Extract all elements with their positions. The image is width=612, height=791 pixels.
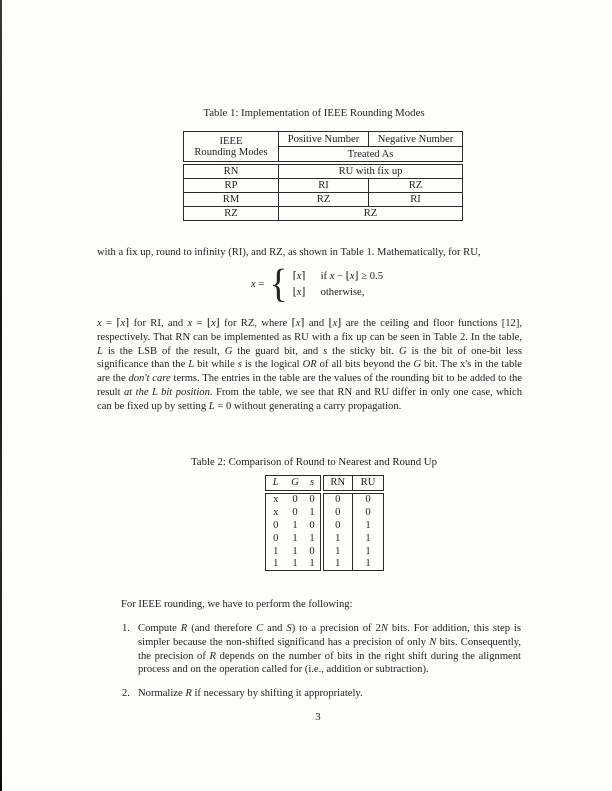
table2-cell: 1 — [353, 532, 384, 545]
list-item — [122, 687, 521, 701]
table2-cell: 0 — [353, 493, 384, 506]
table2-body — [265, 493, 384, 572]
table1-caption: Table 1: Implementation of IEEE Rounding Modes — [203, 107, 425, 119]
equation-inner — [251, 261, 383, 307]
table2-cell: 0 — [309, 494, 315, 506]
table-row — [184, 179, 463, 193]
table2-cell: 1 — [322, 557, 353, 570]
table2-cell: 1 — [309, 507, 315, 519]
table1-header-modes-cell — [184, 132, 279, 162]
table1-cell: RP — [184, 179, 279, 193]
table-row — [184, 165, 463, 179]
table2-cell: x — [273, 507, 279, 519]
table2-header-L: L — [272, 477, 279, 489]
table1-cell: RI — [279, 179, 369, 193]
table-row — [266, 532, 384, 545]
table2-cell: 0 — [322, 506, 353, 519]
table2-cell: 0 — [309, 519, 315, 531]
equation-case1-value: ⌈x⌉ — [292, 270, 306, 282]
table-row — [266, 476, 384, 491]
table2-cell: 1 — [353, 557, 384, 570]
list-item-text: Compute R (and therefore C and S) to a precision of 2N bits. For addition, this step is simpler because the non-shifted significand has a precision of only N bits. Consequently, the precision of R depends on the number of bits in the right shift during the alignment process and on the operation called for (i.e., addition or subtraction). — [138, 623, 521, 676]
table-row — [266, 519, 384, 532]
table2-cell: 0 — [353, 506, 384, 519]
table2-cell: 1 — [292, 532, 298, 544]
table1-header-negative: Negative Number — [369, 132, 463, 147]
table1-header — [183, 131, 463, 162]
list-item-text: Normalize R if necessary by shifting it appropriately. — [138, 688, 363, 699]
table1-header-line1: IEEE — [219, 135, 243, 147]
table2-cell: 1 — [292, 558, 298, 570]
table1-cell: RZ — [184, 207, 279, 221]
table1-cell: RN — [184, 165, 279, 179]
page-number: 3 — [315, 711, 321, 723]
left-brace-glyph: { — [269, 261, 288, 307]
table-row — [184, 193, 463, 207]
table2-header-G: G — [291, 477, 299, 489]
table2-header-RN: RN — [322, 476, 353, 491]
table2-cell: 1 — [273, 558, 279, 570]
table-row — [266, 545, 384, 558]
table1 — [183, 131, 463, 221]
table2-cell: 0 — [322, 519, 353, 532]
table2-cell: 1 — [322, 545, 353, 558]
table-row — [266, 493, 384, 506]
table2-cell: 1 — [273, 545, 279, 557]
equation-cases — [293, 269, 383, 300]
table2-cell: 1 — [292, 545, 298, 557]
table1-cell: RZ — [279, 193, 369, 207]
table1-header-treated-as: Treated As — [279, 147, 463, 162]
list-item — [122, 622, 521, 677]
table1-cell: RU with fix up — [279, 165, 463, 179]
paragraph-intro: with a fix up, round to infinity (RI), and RZ, as shown in Table 1. Mathematically, for RU, — [97, 247, 481, 258]
table2-header-s: s — [309, 477, 315, 489]
paragraph-main: x = ⌈x⌉ for RI, and x = ⌊x⌋ for RZ, where ⌈x⌉ and ⌊x⌋ are the ceiling and floor functions [12], respectively. That RN can be implemented as RU with a fix up can be seen in Table 2. In the table, L is the LSB of the result, G the guard bit, and s the sticky bit. G is the bit of one-bit less significance than the L bit while s is the logical OR of all bits beyond the G bit. The x's in the table are the don't care terms. The entries in the table are the values of the rounding bit to be added to the result at the L bit position. From the table, we see that RN and RU differ in only one case, which can be fixed up by setting L = 0 without generating a carry propagation. — [97, 318, 523, 412]
table2-cell: 0 — [273, 532, 279, 544]
table-row — [266, 557, 384, 570]
list-item-number: 1. — [122, 623, 130, 634]
table2-header-RU: RU — [353, 476, 384, 491]
list-item-number: 2. — [122, 688, 130, 699]
table2-cell: 1 — [353, 519, 384, 532]
table2-cell: 1 — [292, 519, 298, 531]
equation-case2-value: ⌊x⌋ — [292, 286, 306, 298]
table2-cell: 0 — [322, 493, 353, 506]
table-row — [266, 506, 384, 519]
equation-case1-condition: if x − ⌊x⌋ ≥ 0.5 — [320, 270, 383, 282]
table-row — [184, 132, 463, 147]
table2-caption: Table 2: Comparison of Round to Nearest and Round Up — [190, 456, 438, 468]
table1-cell: RZ — [279, 207, 463, 221]
table2-cell: 1 — [309, 558, 315, 570]
table1-cell: RI — [369, 193, 463, 207]
table-row — [184, 207, 463, 221]
table1-cell: RZ — [369, 179, 463, 193]
table2 — [265, 475, 384, 571]
table2-cell: 0 — [273, 519, 279, 531]
table2-cell: 0 — [309, 545, 315, 557]
table1-header-line2: Rounding Modes — [194, 146, 268, 158]
table2-cell: 0 — [292, 507, 298, 519]
table2-cell: 1 — [353, 545, 384, 558]
table2-header — [265, 475, 384, 491]
equation-case2-condition: otherwise, — [320, 286, 365, 298]
list-intro: For IEEE rounding, we have to perform the following: — [121, 599, 353, 610]
table1-header-positive: Positive Number — [279, 132, 369, 147]
table1-cell: RM — [184, 193, 279, 207]
rounding-equation — [0, 261, 612, 307]
table2-cell: 1 — [322, 532, 353, 545]
table2-cell: 0 — [292, 494, 298, 506]
table1-body — [183, 164, 463, 221]
equation-lhs: x = — [251, 278, 265, 290]
table2-cell: x — [273, 494, 279, 506]
table2-cell: 1 — [309, 532, 315, 544]
